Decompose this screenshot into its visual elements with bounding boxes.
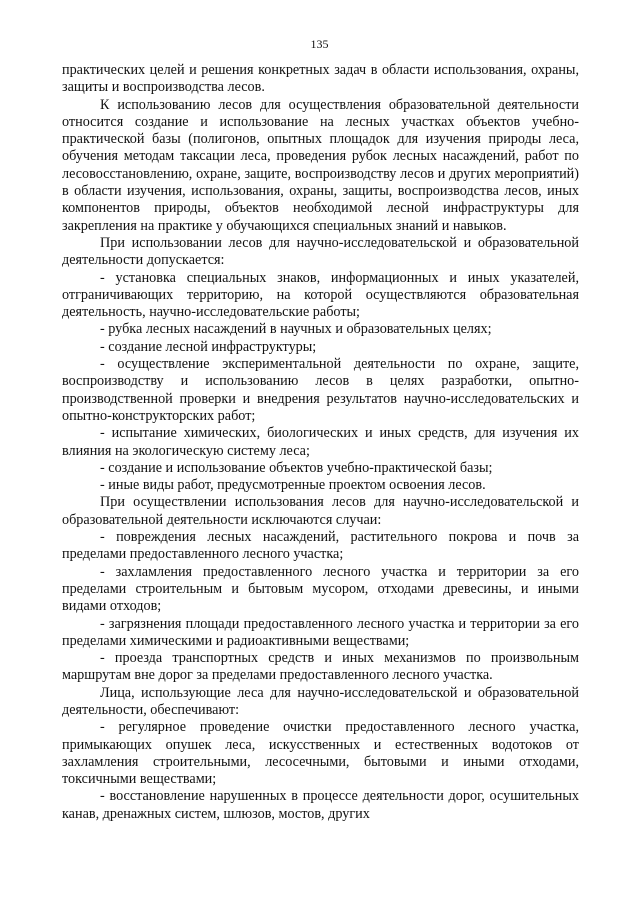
page-number: 135 [310, 37, 329, 51]
list-item: - осуществление экспериментальной деятельности по охране, защите, воспроизводству и использованию лесов в целях разработки, опытно-производственной проверки и внедрения результатов научно-исследовательских и опытно-конструкторских работ; [62, 356, 579, 424]
document-body [62, 62, 579, 823]
paragraph: К использованию лесов для осуществления образовательной деятельности относится создание и использование на лесных участках объектов учебно-практической базы (полигонов, опытных площадок для изучения природы леса, обучения методам таксации леса, проведения рубок лесных насаждений, работ по лесовосстановлению, охране, защите, воспроизводству лесов и других мероприятий) в области изучения, использования, охраны, защиты, воспроизводства лесов, иных компонентов природы, объектов необходимой лесной инфраструктуры для закрепления на практике у обучающихся специальных знаний и навыков. [62, 96, 579, 234]
paragraph: практических целей и решения конкретных задач в области использования, охраны, защиты и воспроизводства лесов. [62, 62, 579, 96]
paragraph: Лица, использующие леса для научно-исследовательской и образовательной деятельности, обеспечивают: [62, 684, 579, 718]
list-item: - рубка лесных насаждений в научных и образовательных целях; [100, 321, 492, 338]
list-item: - проезда транспортных средств и иных механизмов по произвольным маршрутам вне дорог за пределами предоставленного лесного участка. [62, 650, 579, 684]
list-item: - испытание химических, биологических и иных средств, для изучения их влияния на экологическую систему леса; [62, 425, 579, 459]
list-item: - создание лесной инфраструктуры; [100, 338, 317, 355]
list-item: - загрязнения площади предоставленного лесного участка и территории за его пределами химическими и радиоактивными веществами; [62, 615, 579, 649]
list-item: - регулярное проведение очистки предоставленного лесного участка, примыкающих опушек леса, искусственных и естественных водотоков от захламления строительными, лесосечными, бытовыми и иными отходами, токсичными веществами; [62, 719, 579, 788]
list-item: - создание и использование объектов учебно-практической базы; [100, 459, 493, 476]
list-item: - восстановление нарушенных в процессе деятельности дорог, осушительных канав, дренажных систем, шлюзов, мостов, других [62, 788, 579, 822]
list-item: - захламления предоставленного лесного участка и территории за его пределами строительным и бытовым мусором, отходами древесины, и иными видами отходов; [62, 563, 579, 615]
list-item: - иные виды работ, предусмотренные проектом освоения лесов. [100, 477, 486, 494]
list-item: - повреждения лесных насаждений, растительного покрова и почв за пределами предоставленного лесного участка; [62, 529, 579, 563]
list-item: - установка специальных знаков, информационных и иных указателей, отграничивающих территорию, на которой осуществляются образовательная деятельность, научно-исследовательские работы; [62, 269, 579, 321]
paragraph: При использовании лесов для научно-исследовательской и образовательной деятельности допускается: [62, 234, 579, 269]
paragraph: При осуществлении использования лесов для научно-исследовательской и образовательной деятельности исключаются случаи: [62, 494, 579, 528]
